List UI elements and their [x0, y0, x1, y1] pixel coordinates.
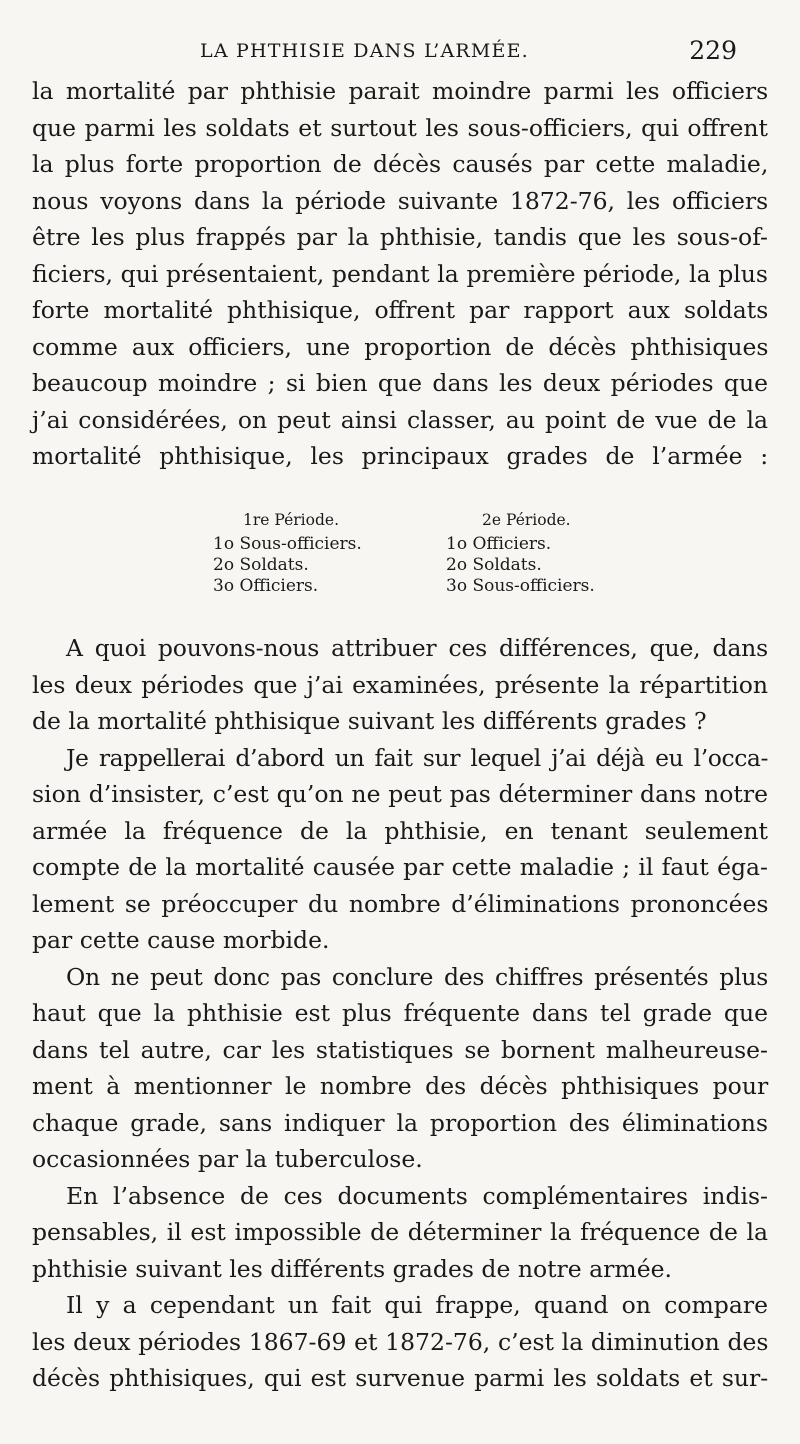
- text-line: haut que la phthisie est plus fréquente dans tel grade que: [32, 999, 768, 1027]
- text-line: Je rappellerai d’abord un fait sur lequel j’ai déjà eu l’occa-: [66, 743, 768, 772]
- text-line: A quoi pouvons-nous attribuer ces différences, que, dans: [66, 634, 768, 662]
- text-line: sion d’insister, c’est qu’on ne peut pas déterminer dans notre: [32, 780, 768, 808]
- text-line: beaucoup moindre ; si bien que dans les deux périodes que: [32, 369, 768, 397]
- text-line: En l’absence de ces documents complémentaires indis-: [66, 1181, 768, 1210]
- period-1-heading: 1re Période.: [243, 511, 339, 529]
- period-2-column: [440, 510, 680, 597]
- text-line: ficiers, qui présentaient, pendant la première période, la plus: [32, 259, 768, 288]
- text-line: nous voyons dans la période suivante 1872-76, les officiers: [32, 186, 769, 215]
- text-line: On ne peut donc pas conclure des chiffres présentés plus: [66, 962, 768, 991]
- text-line: la plus forte proportion de décès causés par cette maladie,: [32, 150, 769, 178]
- intro-paragraph: [32, 73, 768, 475]
- period-1-rank: 3o Officiers.: [213, 576, 319, 596]
- body-paragraphs: [32, 630, 768, 1397]
- text-line: ment à mentionner le nombre des décès phthisiques pour: [32, 1072, 769, 1100]
- text-line: la mortalité par phthisie parait moindre parmi les officiers: [32, 77, 769, 105]
- text-line: armée la fréquence de la phthisie, en tenant seulement: [32, 816, 768, 845]
- paragraph: [32, 1287, 768, 1397]
- text-line: pensables, il est impossible de déterminer la fréquence de la: [32, 1218, 768, 1246]
- period-2-rank: 2o Soldats.: [446, 555, 542, 575]
- text-line: de la mortalité phthisique suivant les différents grades ?: [32, 707, 707, 735]
- text-line: mortalité phthisique, les principaux grades de l’armée :: [32, 442, 769, 470]
- text-line: les deux périodes que j’ai examinées, présente la répartition: [32, 670, 769, 699]
- text-line: par cette cause morbide.: [32, 926, 330, 954]
- text-line: occasionnées par la tuberculose.: [32, 1145, 423, 1173]
- text-line: lement se préoccuper du nombre d’éliminations prononcées: [32, 889, 769, 918]
- running-head: LA PHTHISIE DANS L’ARMÉE.: [200, 40, 529, 62]
- text-line: compte de la mortalité causée par cette maladie ; il faut éga-: [32, 853, 768, 881]
- period-1-rank: 1o Sous-officiers.: [213, 534, 362, 554]
- paragraph: [32, 630, 768, 740]
- period-1-column: [200, 510, 440, 597]
- page-number: 229: [689, 36, 737, 65]
- period-2-rank: 1o Officiers.: [446, 534, 552, 554]
- period-1-rank: 2o Soldats.: [213, 555, 309, 575]
- period-2-heading: 2e Période.: [482, 511, 571, 529]
- text-line: comme aux officiers, une proportion de décès phthisiques: [32, 332, 769, 361]
- paragraph: [32, 959, 768, 1178]
- text-line: Il y a cependant un fait qui frappe, quand on compare: [66, 1291, 768, 1319]
- page-header: [200, 36, 745, 70]
- text-line: décès phthisiques, qui est survenue parmi les soldats et sur-: [32, 1364, 769, 1392]
- text-line: forte mortalité phthisique, offrent par rapport aux soldats: [32, 296, 769, 324]
- period-2-rank: 3o Sous-officiers.: [446, 576, 595, 596]
- paragraph: [32, 740, 768, 959]
- paragraph: [32, 1178, 768, 1288]
- text-line: être les plus frappés par la phthisie, tandis que les sous-of-: [32, 223, 768, 251]
- text-line: les deux périodes 1867-69 et 1872-76, c’est la diminution des: [32, 1327, 769, 1356]
- text-line: j’ai considérées, on peut ainsi classer, au point de vue de la: [32, 405, 769, 434]
- text-line: phthisie suivant les différents grades de notre armée.: [32, 1254, 672, 1283]
- text-line: dans tel autre, car les statistiques se bornent malheureuse-: [32, 1035, 768, 1064]
- text-line: chaque grade, sans indiquer la proportion des éliminations: [32, 1108, 768, 1137]
- text-line: que parmi les soldats et surtout les sous-officiers, qui offrent: [32, 113, 768, 142]
